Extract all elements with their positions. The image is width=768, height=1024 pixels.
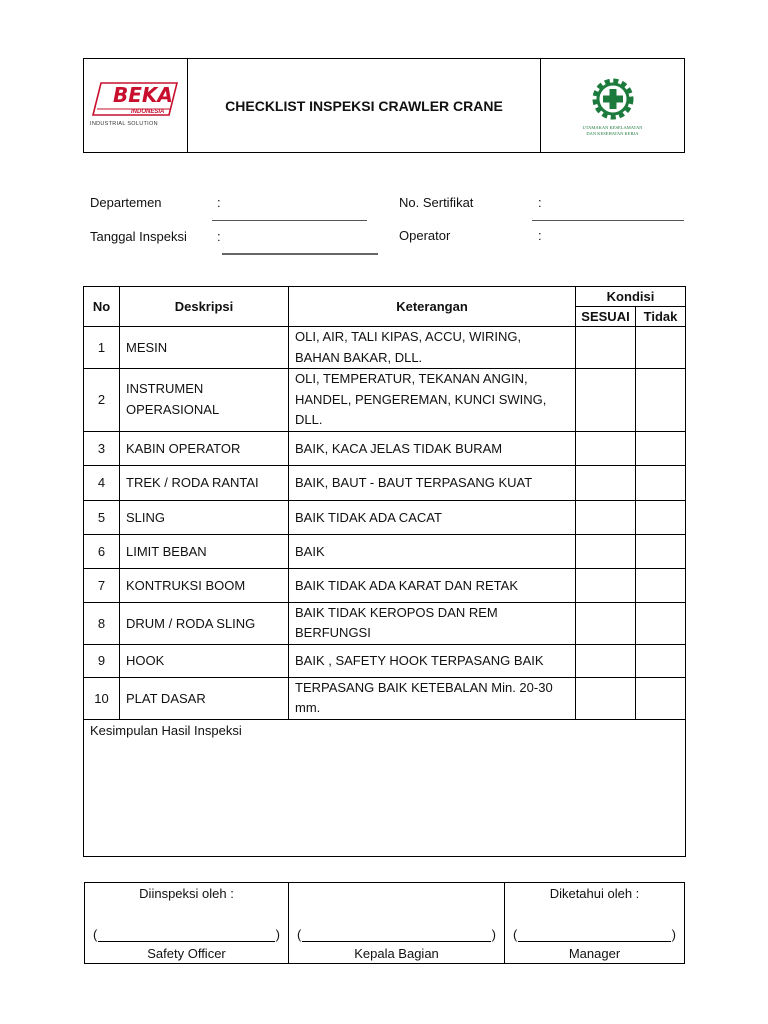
k3-logo-cell [541,59,684,152]
k3-gear-cross-icon [583,75,643,123]
sesuai-checkbox-cell[interactable] [576,369,636,432]
operator-label: Operator [399,228,451,243]
row-deskripsi: SLING [120,500,289,534]
table-row [84,644,686,677]
table-row [84,369,686,432]
beka-logo [91,81,178,117]
sesuai-checkbox-cell[interactable] [576,677,636,719]
tanggal-colon: : [217,229,221,244]
row-no: 1 [84,327,120,369]
manager-signature-line[interactable]: ( ) [513,927,676,942]
sertifikat-colon: : [538,195,542,210]
header-sesuai: SESUAI [576,307,636,327]
tidak-checkbox-cell[interactable] [636,644,686,677]
sesuai-checkbox-cell[interactable] [576,602,636,644]
tanggal-label: Tanggal Inspeksi [90,229,187,244]
row-no: 4 [84,465,120,500]
row-deskripsi: HOOK [120,644,289,677]
table-row [84,500,686,534]
row-keterangan: BAIK [289,534,576,568]
row-no: 5 [84,500,120,534]
header-keterangan: Keterangan [289,287,576,327]
row-keterangan: OLI, AIR, TALI KIPAS, ACCU, WIRING, BAHAN BAKAR, DLL. [289,327,576,369]
row-keterangan: BAIK, BAUT - BAUT TERPASANG KUAT [289,465,576,500]
row-keterangan: BAIK, KACA JELAS TIDAK BURAM [289,431,576,465]
beka-logo-cell [84,59,188,152]
row-keterangan: BAIK TIDAK ADA KARAT DAN RETAK [289,568,576,602]
diketahui-label: Diketahui oleh : [549,886,640,901]
row-keterangan: BAIK TIDAK KEROPOS DAN REM BERFUNGSI [289,602,576,644]
tidak-checkbox-cell[interactable] [636,369,686,432]
safety-officer-signature-line[interactable]: ( ) [93,927,280,942]
row-deskripsi: KABIN OPERATOR [120,431,289,465]
row-deskripsi: KONTRUKSI BOOM [120,568,289,602]
row-keterangan: BAIK TIDAK ADA CACAT [289,500,576,534]
signature-safety-officer [85,883,289,964]
departemen-label: Departemen [90,195,162,210]
sesuai-checkbox-cell[interactable] [576,500,636,534]
sesuai-checkbox-cell[interactable] [576,644,636,677]
table-row [84,602,686,644]
safety-officer-label: Safety Officer [147,946,226,961]
row-keterangan: BAIK , SAFETY HOOK TERPASANG BAIK [289,644,576,677]
signature-manager [505,883,685,964]
table-row [84,677,686,719]
k3-logo-text: UTAMAKAN KESELAMATAN DAN KESEHATAN KERJA [582,124,643,136]
beka-logo-word: BEKA [113,83,173,107]
row-no: 10 [84,677,120,719]
tidak-checkbox-cell[interactable] [636,568,686,602]
document-header [83,58,685,153]
page-title: CHECKLIST INSPEKSI CRAWLER CRANE [188,59,541,152]
tidak-checkbox-cell[interactable] [636,602,686,644]
diinspeksi-label: Diinspeksi oleh : [139,886,234,901]
header-no: No [84,287,120,327]
header-deskripsi: Deskripsi [120,287,289,327]
beka-logo-tagline: INDUSTRIAL SOLUTION [90,121,158,127]
row-deskripsi: PLAT DASAR [120,677,289,719]
tidak-checkbox-cell[interactable] [636,677,686,719]
tidak-checkbox-cell[interactable] [636,431,686,465]
table-row [84,465,686,500]
departemen-field[interactable] [212,220,367,221]
table-row [84,568,686,602]
kesimpulan-label: Kesimpulan Hasil Inspeksi [90,722,242,738]
sertifikat-label: No. Sertifikat [399,195,474,210]
kesimpulan-box[interactable] [84,719,686,856]
row-keterangan: OLI, TEMPERATUR, TEKANAN ANGIN, HANDEL, PENGEREMAN, KUNCI SWING, DLL. [289,369,576,432]
row-no: 9 [84,644,120,677]
table-row [84,431,686,465]
tidak-checkbox-cell[interactable] [636,534,686,568]
table-row [84,327,686,369]
tanggal-field[interactable] [222,253,378,255]
row-deskripsi: MESIN [120,327,289,369]
row-no: 7 [84,568,120,602]
kepala-bagian-signature-line[interactable]: ( ) [297,927,496,942]
row-no: 8 [84,602,120,644]
row-deskripsi: DRUM / RODA SLING [120,602,289,644]
row-deskripsi: LIMIT BEBAN [120,534,289,568]
header-tidak: Tidak [636,307,686,327]
row-no: 3 [84,431,120,465]
sesuai-checkbox-cell[interactable] [576,534,636,568]
sesuai-checkbox-cell[interactable] [576,327,636,369]
sesuai-checkbox-cell[interactable] [576,568,636,602]
sesuai-checkbox-cell[interactable] [576,465,636,500]
beka-logo-sub: INDONESIA [131,109,165,115]
departemen-colon: : [217,195,221,210]
sesuai-checkbox-cell[interactable] [576,431,636,465]
row-deskripsi: TREK / RODA RANTAI [120,465,289,500]
row-deskripsi: INSTRUMEN OPERASIONAL [120,369,289,432]
tidak-checkbox-cell[interactable] [636,327,686,369]
signature-kepala-bagian [289,883,505,964]
header-kondisi: Kondisi [576,287,686,307]
table-row [84,534,686,568]
sertifikat-field[interactable] [532,220,684,221]
inspection-table [83,286,686,857]
tidak-checkbox-cell[interactable] [636,465,686,500]
row-no: 6 [84,534,120,568]
row-no: 2 [84,369,120,432]
kepala-bagian-label: Kepala Bagian [354,946,439,961]
tidak-checkbox-cell[interactable] [636,500,686,534]
signature-table [84,882,685,964]
manager-label: Manager [568,946,621,961]
operator-colon: : [538,228,542,243]
row-keterangan: TERPASANG BAIK KETEBALAN Min. 20-30 mm. [289,677,576,719]
